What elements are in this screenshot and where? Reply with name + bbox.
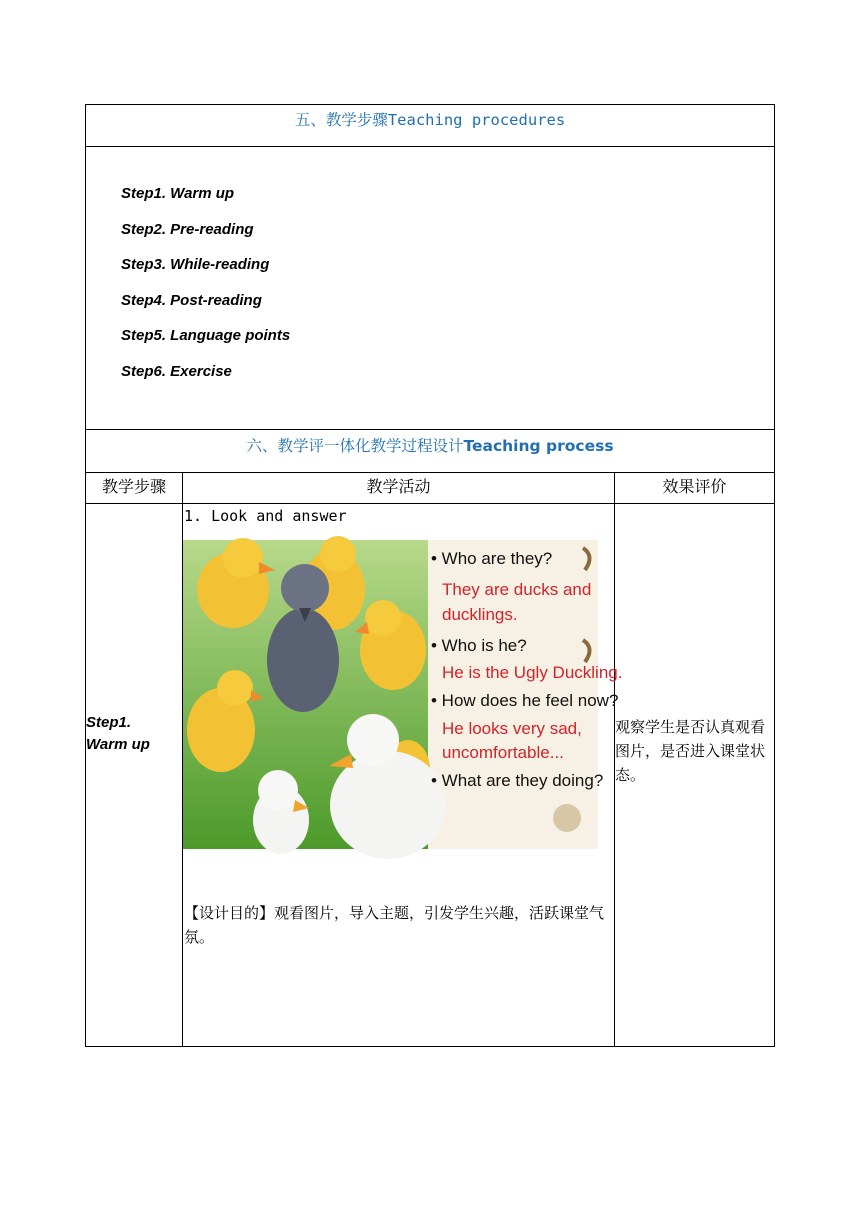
evaluation-text: 观察学生是否认真观看图片，是否进入课堂状态。: [615, 718, 766, 784]
step-item: Step6. Exercise: [121, 362, 232, 380]
step-cell: [86, 712, 150, 756]
section-title-cn: 六、教学评一体化教学过程设计: [246, 437, 464, 455]
steps-list: [121, 185, 290, 399]
divider: [85, 429, 775, 430]
header-evaluation: 效果评价: [662, 477, 727, 496]
header-step: 教学步骤: [101, 477, 166, 496]
section-title-process: [86, 434, 774, 456]
section-title-procedures: 五、教学步骤Teaching procedures: [294, 111, 566, 129]
reader-figure-icon: [553, 804, 581, 832]
slide-line: uncomfortable...: [442, 743, 564, 762]
slide-line: • What are they doing?: [431, 771, 604, 790]
step-label: Step1.: [86, 714, 132, 731]
section-title-en: Teaching process: [463, 437, 614, 455]
step-item: Step5. Language points: [121, 327, 291, 345]
slide-line: He is the Ugly Duckling.: [442, 663, 623, 682]
divider: [85, 146, 775, 147]
ugly-duckling-slide-image: [183, 540, 623, 849]
design-purpose: 【设计目的】观看图片，导入主题，引发学生兴趣，活跃课堂气氛。: [184, 904, 605, 946]
step-item: Step3. While-reading: [121, 256, 270, 274]
slide-line: They are ducks and: [442, 580, 592, 599]
slide-line: ducklings.: [442, 605, 518, 624]
slide-line: • Who is he?: [431, 636, 527, 655]
header-activity: 教学活动: [366, 477, 431, 496]
step-name: Warm up: [86, 736, 150, 753]
activity-title: 1. Look and answer: [184, 507, 347, 525]
slide-line: He looks very sad,: [442, 719, 582, 738]
slide-line: • Who are they?: [431, 549, 553, 568]
step-item: Step4. Post-reading: [121, 291, 262, 309]
divider: [85, 503, 775, 504]
step-item: Step1. Warm up: [121, 185, 235, 202]
slide-line: • How does he feel now?: [431, 691, 619, 710]
divider: [85, 472, 775, 473]
step-item: Step2. Pre-reading: [121, 220, 254, 238]
